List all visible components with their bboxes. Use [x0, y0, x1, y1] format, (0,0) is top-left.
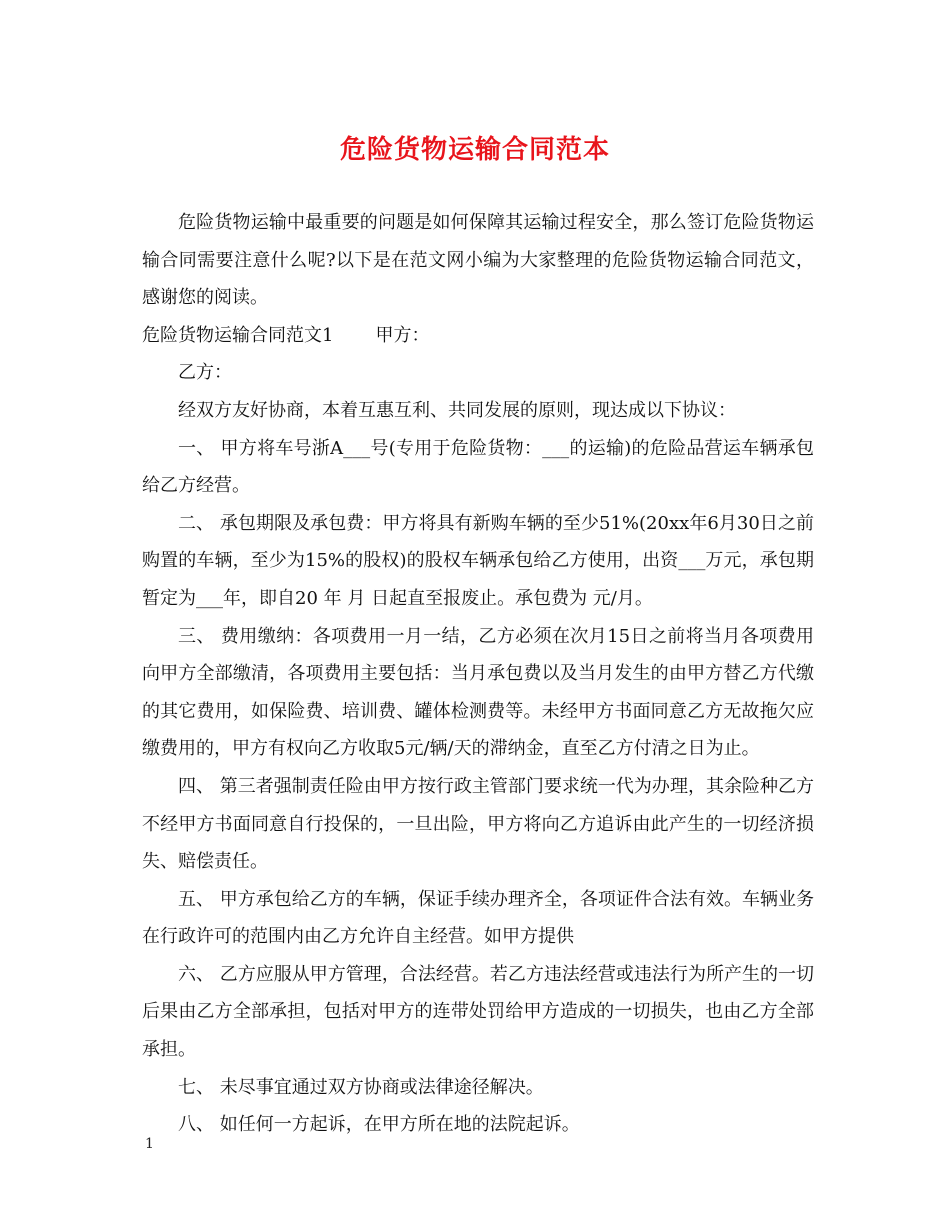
clause-6: 六、 乙方应服从甲方管理，合法经营。若乙方违法经营或违法行为所产生的一切后果由乙方全部承担，包括对甲方的连带处罚给甲方造成的一切损失，也由乙方全部承担。	[142, 963, 814, 1061]
page-number: 1	[145, 1136, 154, 1152]
clause-1: 一、 甲方将车号浙A___号(专用于危险货物：___的运输)的危险品营运车辆承包给乙方经营。	[142, 437, 814, 497]
party-b-label: 乙方：	[178, 362, 232, 384]
clause-2: 二、 承包期限及承包费：甲方将具有新购车辆的至少51%(20xx年6月30日之前购置的车辆，至少为15%的股权)的股权车辆承包给乙方使用，出资___万元，承包期暂定为___年，即自20 年 月 日起直至报废止。承包费为 元/月。	[142, 512, 814, 609]
clause-8: 八、 如任何一方起诉，在甲方所在地的法院起诉。	[178, 1114, 580, 1136]
clause-7: 七、 未尽事宜通过双方协商或法律途径解决。	[178, 1076, 544, 1098]
party-a-label: 甲方：	[375, 324, 430, 346]
sample-heading: 危险货物运输合同范文1	[142, 324, 334, 346]
clause-3: 三、 费用缴纳：各项费用一月一结，乙方必须在次月15日之前将当月各项费用向甲方全部缴清，各项费用主要包括：当月承包费以及当月发生的由甲方替乙方代缴的其它费用，如保险费、培训费、罐体检测费等。未经甲方书面同意乙方无故拖欠应缴费用的，甲方有权向乙方收取5元/辆/天的滞纳金，直至乙方付清之日为止。	[142, 625, 814, 760]
preamble-paragraph: 经双方友好协商，本着互惠互利、共同发展的原则，现达成以下协议：	[178, 399, 736, 421]
clause-4: 四、 第三者强制责任险由甲方按行政主管部门要求统一代为办理，其余险种乙方不经甲方书面同意自行投保的，一旦出险，甲方将向乙方追诉由此产生的一切经济损失、赔偿责任。	[142, 775, 814, 873]
sample-heading-line	[142, 317, 814, 355]
document-body	[142, 204, 814, 1144]
intro-paragraph: 危险货物运输中最重要的问题是如何保障其运输过程安全，那么签订危险货物运输合同需要注意什么呢?以下是在范文网小编为大家整理的危险货物运输合同范文，感谢您的阅读。	[142, 212, 814, 309]
clause-5: 五、 甲方承包给乙方的车辆，保证手续办理齐全，各项证件合法有效。车辆业务在行政许可的范围内由乙方允许自主经营。如甲方提供	[142, 888, 814, 948]
document-title: 危险货物运输合同范本	[339, 135, 610, 165]
